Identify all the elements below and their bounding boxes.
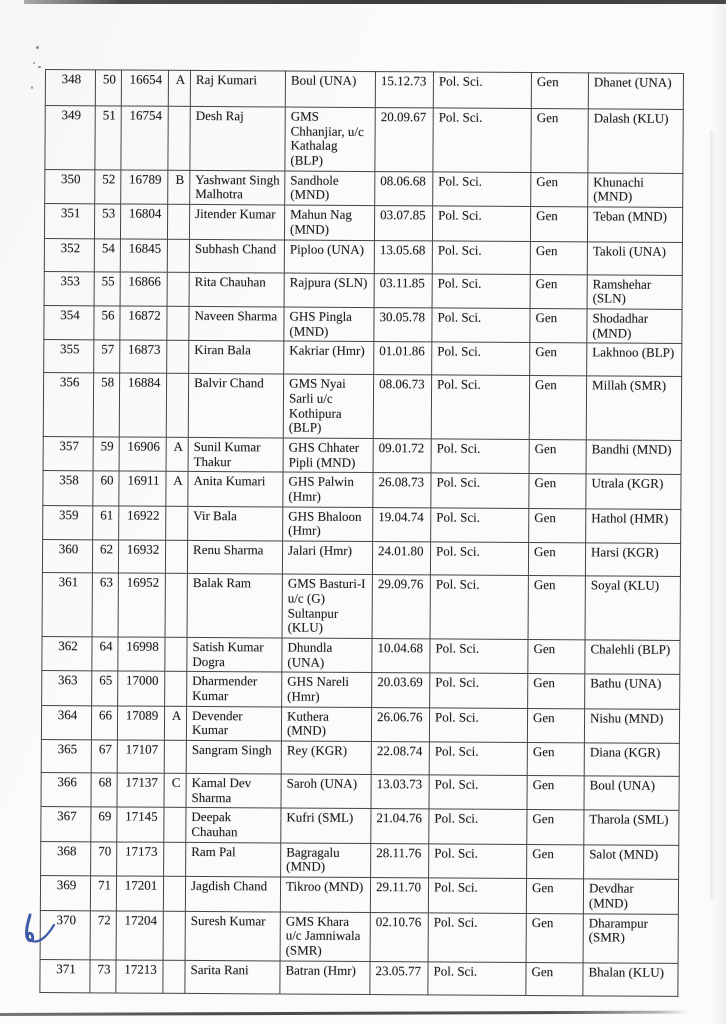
cell-dob: 26.06.76 [371,707,429,742]
cell-name: Subhash Chand [189,239,284,273]
cell-dob: 20.03.69 [372,673,430,708]
cell-list-no: 72 [90,910,116,959]
cell-school: Tikroo (MND) [280,877,370,912]
cell-dob: 29.09.76 [372,575,430,639]
roster-table-container [39,69,685,996]
cell-list-no: 70 [91,842,117,877]
cell-school: GHS Palwin (Hmr) [283,472,373,507]
cell-subject: Pol. Sci. [429,844,527,879]
table-row [42,671,680,709]
cell-dob: 22.08.74 [371,742,429,775]
cell-subject: Pol. Sci. [432,308,530,343]
cell-school: Boul (UNA) [285,71,375,108]
cell-serial-no: 362 [42,636,92,671]
cell-category: Gen [527,743,584,776]
cell-list-no: 60 [93,471,119,506]
cell-grade [167,204,189,239]
roster-table [39,69,684,996]
table-row [42,636,680,674]
cell-name: Jagdish Chand [185,877,280,912]
cell-subject: Pol. Sci. [429,775,527,810]
cell-name: Kiran Bala [189,341,284,375]
cell-school: GHS Bhaloon (Hmr) [283,507,373,542]
cell-grade [164,808,186,843]
cell-code: 16998 [118,637,165,672]
cell-category: Gen [526,962,583,995]
cell-station: Ramshehar (SLN) [587,274,682,309]
cell-dob: 19.04.74 [373,507,431,542]
cell-station: Salot (MND) [584,845,679,880]
cell-subject: Pol. Sci. [431,439,529,474]
cell-list-no: 69 [91,807,117,842]
cell-code: 16873 [120,340,167,373]
cell-name: Balvir Chand [188,374,283,438]
roster-table-body [40,70,684,996]
cell-list-no: 67 [91,740,117,773]
cell-dob: 15.12.73 [375,72,433,108]
table-row [43,471,681,509]
cell-school: Batran (Hmr) [280,961,370,995]
cell-subject: Pol. Sci. [432,206,530,241]
cell-list-no: 71 [90,876,116,911]
table-row [45,106,683,174]
cell-school: Kakriar (Hmr) [284,341,374,375]
cell-dob: 29.11.70 [370,878,428,913]
cell-name: Desh Raj [190,106,285,170]
table-row [41,807,679,845]
cell-station: Shodadhar (MND) [587,309,682,344]
cell-serial-no: 351 [44,204,94,239]
cell-station: Diana (KGR) [584,743,679,777]
cell-dob: 10.04.68 [372,638,430,673]
cell-code: 17173 [117,842,164,877]
cell-name: Raj Kumari [190,70,285,107]
cell-station: Teban (MND) [587,207,682,242]
cell-name: Suresh Kumar [185,911,280,961]
cell-dob: 30.05.78 [374,307,432,342]
cell-serial-no: 370 [40,910,90,959]
cell-code: 17201 [116,876,163,911]
cell-station: Bandhi (MND) [586,440,681,475]
cell-grade [165,672,187,707]
cell-category: Gen [530,207,587,242]
cell-serial-no: 368 [41,841,91,876]
cell-subject: Pol. Sci. [428,878,526,913]
cell-subject: Pol. Sci. [433,108,531,172]
cell-code: 16952 [118,573,165,637]
cell-list-no: 62 [92,540,118,573]
cell-category: Gen [529,376,586,440]
cell-code: 16932 [118,540,165,573]
cell-serial-no: 359 [43,505,93,540]
cell-subject: Pol. Sci. [429,708,527,743]
cell-station: Bathu (UNA) [585,674,680,709]
table-row [44,204,682,242]
cell-category: Gen [531,109,588,173]
cell-station: Utrala (KGR) [586,474,681,509]
cell-school: GMS Chhanjiar, u/c Kathalag (BLP) [285,107,375,171]
cell-school: Jalari (Hmr) [282,541,372,575]
cell-name: Sarita Rani [185,960,280,994]
table-row [42,540,680,577]
cell-grade [165,573,187,637]
cell-code: 16906 [119,437,166,472]
cell-category: Gen [529,474,586,509]
cell-dob: 24.01.80 [372,542,430,575]
cell-category: Gen [529,508,586,543]
cell-grade: C [164,773,186,808]
cell-grade [167,239,189,272]
cell-dob: 03.07.85 [374,206,432,241]
ink-speck [33,62,35,64]
cell-dob: 23.05.77 [370,961,428,994]
cell-station: Nishu (MND) [584,708,679,743]
cell-dob: 13.03.73 [371,775,429,810]
cell-serial-no: 358 [43,471,93,506]
cell-list-no: 55 [94,271,120,306]
cell-code: 16754 [121,106,168,170]
cell-category: Gen [526,913,583,962]
table-row [44,271,682,309]
cell-name: Sangram Singh [186,740,281,774]
cell-subject: Pol. Sci. [433,172,531,207]
cell-station: Harsi (KGR) [585,543,680,577]
cell-grade [164,842,186,877]
scan-top-edge [24,0,726,4]
cell-name: Naveen Sharma [189,306,284,341]
cell-list-no: 56 [94,306,120,341]
cell-category: Gen [530,241,587,274]
cell-category: Gen [527,708,584,743]
cell-category: Gen [527,810,584,845]
cell-category: Gen [526,879,583,914]
cell-name: Devender Kumar [186,706,281,741]
cell-school: Sandhole (MND) [285,171,375,206]
cell-code: 17000 [118,671,165,706]
cell-serial-no: 353 [44,271,94,306]
cell-serial-no: 371 [40,959,90,992]
cell-list-no: 51 [95,106,121,170]
cell-dob: 20.09.67 [375,108,433,172]
cell-serial-no: 361 [42,573,92,637]
cell-school: GHS Nareli (Hmr) [282,672,372,707]
cell-serial-no: 360 [42,540,92,573]
cell-list-no: 58 [93,373,119,437]
cell-subject: Pol. Sci. [431,508,529,543]
cell-list-no: 63 [92,573,118,637]
cell-category: Gen [530,343,587,376]
cell-category: Gen [528,543,585,576]
cell-subject: Pol. Sci. [432,273,530,308]
cell-dob: 09.01.72 [373,439,431,474]
cell-serial-no: 365 [41,740,91,773]
cell-category: Gen [528,576,585,640]
table-row [41,740,679,777]
cell-school: Rey (KGR) [281,741,371,775]
cell-school: Piploo (UNA) [284,240,374,274]
cell-grade [168,106,190,170]
cell-grade [167,306,189,341]
cell-subject: Pol. Sci. [431,375,529,439]
cell-grade [163,960,185,993]
table-row [41,841,679,879]
cell-school: GMS Basturi-I u/c (G) Sultanpur (KLU) [282,574,372,638]
cell-station: Millah (SMR) [586,376,681,440]
cell-name: Dharmender Kumar [187,672,282,707]
cell-name: Anita Kumari [188,472,283,507]
cell-serial-no: 352 [44,238,94,271]
table-row [44,340,682,377]
cell-dob: 02.10.76 [370,912,428,961]
ink-speck [31,86,33,89]
cell-school: GMS Nyai Sarli u/c Kothipura (BLP) [283,374,373,438]
cell-serial-no: 355 [44,340,94,373]
cell-station: Bhalan (KLU) [583,962,678,996]
cell-serial-no: 348 [45,70,95,106]
table-row [40,910,678,963]
table-row [40,876,678,914]
cell-grade: A [166,437,188,472]
cell-dob: 13.05.68 [374,240,432,273]
cell-serial-no: 369 [40,876,90,911]
cell-serial-no: 366 [41,773,91,808]
cell-subject: Pol. Sci. [428,961,526,995]
table-row [43,373,681,441]
cell-name: Rita Chauhan [189,272,284,307]
cell-school: Dhundla (UNA) [282,638,372,673]
cell-station: Hathol (HMR) [586,509,681,544]
cell-serial-no: 363 [42,671,92,706]
cell-subject: Pol. Sci. [430,673,528,708]
cell-grade [165,540,187,573]
cell-subject: Pol. Sci. [431,473,529,508]
cell-list-no: 59 [93,437,119,472]
cell-station: Soyal (KLU) [585,576,680,640]
cell-grade: A [164,706,186,741]
cell-code: 16789 [121,170,168,205]
cell-school: GMS Khara u/c Jamniwala (SMR) [280,911,370,961]
cell-list-no: 66 [91,705,117,740]
cell-name: Jitender Kumar [189,205,284,240]
cell-subject: Pol. Sci. [430,575,528,639]
cell-subject: Pol. Sci. [432,342,530,376]
cell-station: Khunachi (MND) [588,173,683,208]
cell-school: Rajpura (SLN) [284,273,374,308]
cell-serial-no: 354 [44,305,94,340]
cell-list-no: 54 [94,238,120,271]
cell-dob: 26.08.73 [373,473,431,508]
cell-dob: 08.06.68 [375,171,433,206]
cell-grade: A [166,472,188,507]
cell-station: Dhanet (UNA) [588,73,683,110]
cell-code: 16654 [121,70,168,106]
cell-code: 16845 [120,239,167,272]
cell-grade [164,740,186,773]
ink-speck [36,46,39,49]
cell-station: Takoli (UNA) [587,241,682,275]
cell-list-no: 50 [95,70,121,106]
cell-code: 17213 [116,960,163,993]
cell-category: Gen [528,674,585,709]
cell-school: Kuthera (MND) [281,707,371,742]
cell-school: Kufri (SML) [281,808,371,843]
cell-station: Devdhar (MND) [583,879,678,914]
cell-category: Gen [531,73,588,109]
cell-grade: A [168,70,190,106]
table-row [45,169,683,207]
cell-category: Gen [530,308,587,343]
cell-subject: Pol. Sci. [430,639,528,674]
table-row [41,773,679,811]
cell-grade [163,911,185,960]
cell-subject: Pol. Sci. [429,742,527,776]
cell-serial-no: 364 [41,705,91,740]
cell-school: Saroh (UNA) [281,774,371,809]
cell-list-no: 64 [92,637,118,672]
page-fold-line [710,130,715,900]
table-row [45,70,683,110]
cell-school: GHS Pingla (MND) [284,307,374,342]
pen-scribble [18,908,64,954]
cell-code: 17137 [117,773,164,808]
cell-code: 16804 [120,204,167,239]
cell-school: Bagragalu (MND) [281,843,371,878]
cell-name: Balak Ram [187,574,282,638]
cell-name: Renu Sharma [187,541,282,575]
cell-station: Dalash (KLU) [588,109,683,173]
cell-dob: 28.11.76 [371,843,429,878]
cell-station: Boul (UNA) [584,776,679,811]
cell-subject: Pol. Sci. [433,72,531,109]
cell-station: Chalehli (BLP) [585,640,680,675]
cell-dob: 08.06.73 [373,375,431,439]
cell-serial-no: 349 [45,106,95,170]
cell-name: Kamal Dev Sharma [186,773,281,808]
table-row [44,238,682,275]
cell-dob: 21.04.76 [371,809,429,844]
cell-school: Mahun Nag (MND) [284,205,374,240]
cell-list-no: 73 [90,959,116,992]
cell-name: Sunil Kumar Thakur [188,437,283,472]
cell-dob: 01.01.86 [374,342,432,375]
cell-category: Gen [527,844,584,879]
cell-list-no: 57 [94,340,120,373]
table-row [41,705,679,743]
cell-code: 16884 [119,373,166,437]
cell-grade [167,272,189,307]
cell-subject: Pol. Sci. [428,912,526,962]
cell-name: Satish Kumar Dogra [187,637,282,672]
cell-code: 16872 [120,306,167,341]
cell-code: 17145 [117,807,164,842]
cell-name: Ram Pal [186,842,281,877]
table-row [43,437,681,475]
cell-category: Gen [527,776,584,811]
cell-name: Yashwant Singh Malhotra [190,170,285,205]
table-row [42,573,680,641]
table-row [43,505,681,543]
cell-list-no: 52 [95,170,121,205]
cell-subject: Pol. Sci. [432,240,530,274]
cell-grade [167,341,189,374]
cell-code: 17107 [117,740,164,773]
cell-serial-no: 356 [43,373,93,437]
table-row [40,959,678,996]
cell-category: Gen [531,172,588,207]
cell-school: GHS Chhater Pipli (MND) [283,438,373,473]
cell-station: Dharampur (SMR) [583,913,678,963]
ink-speck [38,66,41,68]
cell-code: 16866 [120,272,167,307]
cell-grade [163,876,185,911]
table-row [44,305,682,343]
cell-grade [165,637,187,672]
cell-list-no: 53 [94,204,120,239]
cell-subject: Pol. Sci. [430,542,528,576]
cell-serial-no: 357 [43,437,93,472]
cell-serial-no: 367 [41,807,91,842]
cell-list-no: 65 [92,671,118,706]
cell-list-no: 68 [91,773,117,808]
cell-station: Lakhnoo (BLP) [587,343,682,377]
cell-category: Gen [529,440,586,475]
cell-code: 16911 [119,471,166,506]
cell-list-no: 61 [93,506,119,541]
cell-code: 17089 [117,706,164,741]
scan-bottom-edge [0,1011,688,1016]
cell-subject: Pol. Sci. [429,809,527,844]
cell-name: Deepak Chauhan [186,808,281,843]
cell-station: Tharola (SML) [584,810,679,845]
cell-code: 16922 [119,506,166,541]
cell-name: Vir Bala [188,506,283,541]
cell-grade [166,374,188,438]
cell-category: Gen [530,274,587,309]
cell-dob: 03.11.85 [374,273,432,308]
cell-category: Gen [528,639,585,674]
cell-grade: B [168,170,190,205]
cell-code: 17204 [116,910,163,959]
cell-grade [166,506,188,541]
cell-serial-no: 350 [45,169,95,204]
